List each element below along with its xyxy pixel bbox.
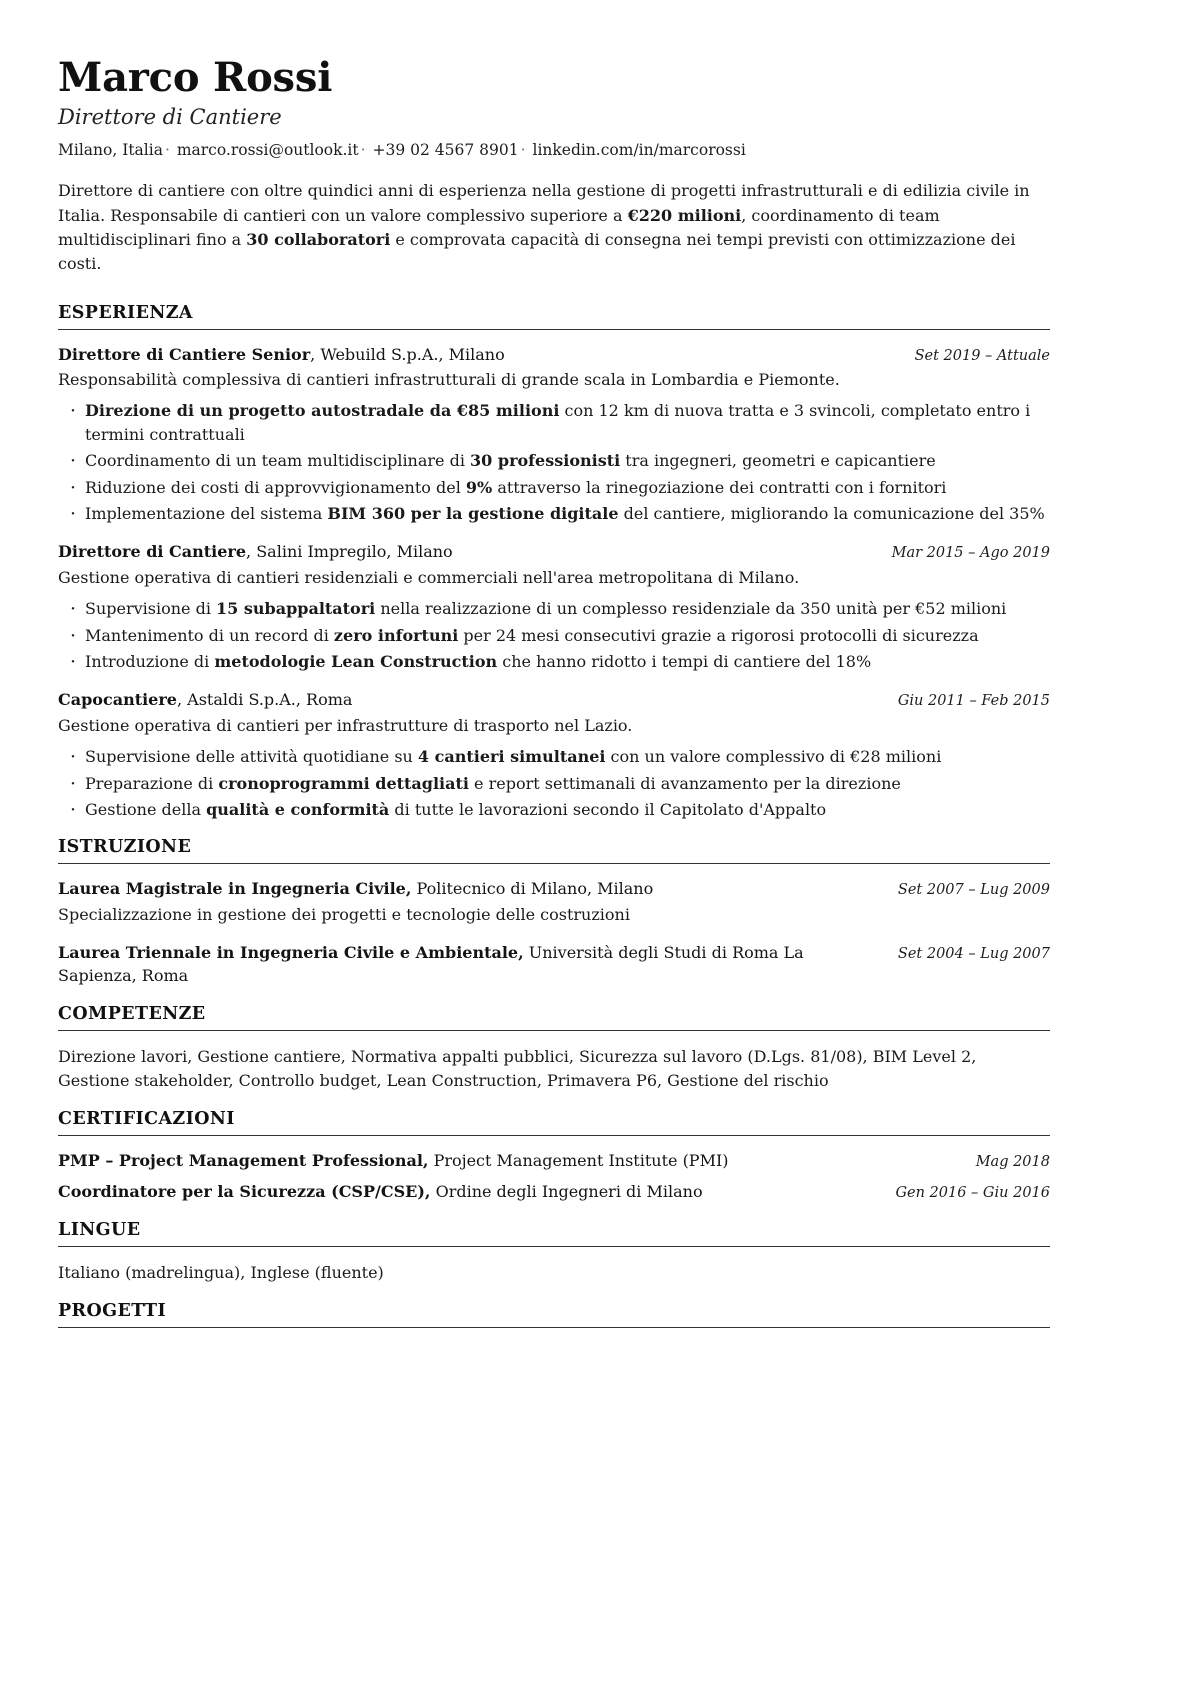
experience-bullet (58, 597, 1050, 620)
section-projects (58, 1301, 1050, 1328)
bullet-text-post: del cantiere, migliorando la comunicazione del 35% (618, 503, 1045, 523)
certification-issuer: Ordine degli Ingegneri di Milano (430, 1182, 703, 1202)
experience-role: Direttore di Cantiere (58, 542, 247, 562)
summary-text-1: Direttore di cantiere con oltre quindici anni di esperienza nella gestione di progetti infrastrutturali e di edilizia civile in Italia. Responsabile di cantieri con un valore complessivo superiore a (58, 181, 1030, 225)
contact-line (58, 140, 1050, 161)
summary-highlight-team: 30 collaboratori (246, 229, 391, 249)
experience-bullet (58, 650, 1050, 673)
experience-entry (58, 541, 1050, 673)
section-divider-skills (58, 1030, 1050, 1031)
experience-entry (58, 689, 1050, 821)
education-institution: Politecnico di Milano, Milano (411, 879, 654, 899)
section-experience (58, 303, 1050, 822)
bullet-text-post: per 24 mesi consecutivi grazie a rigorosi protocolli di sicurezza (458, 625, 979, 645)
experience-entry-title (58, 344, 895, 367)
education-entry (58, 942, 1050, 987)
bullet-text-pre: Preparazione di (85, 773, 219, 793)
experience-company: , Webuild S.p.A., Milano (310, 344, 505, 364)
contact-separator-3: · (520, 141, 526, 160)
certification-entry (58, 1181, 1050, 1204)
education-institution: Università degli Studi di Roma La Sapienza, Roma (58, 943, 804, 985)
contact-location: Milano, Italia (58, 141, 163, 160)
education-date: Set 2007 – Lug 2009 (897, 882, 1050, 899)
contact-separator-1: · (164, 141, 170, 160)
experience-description: Responsabilità complessiva di cantieri infrastrutturali di grande scala in Lombardia e Piemonte. (58, 370, 840, 390)
certification-entry (58, 1150, 1050, 1173)
contact-linkedin[interactable]: linkedin.com/in/marcorossi (532, 141, 746, 160)
experience-entry-header (58, 689, 1050, 712)
bullet-text-post: e report settimanali di avanzamento per la direzione (468, 773, 901, 793)
section-skills (58, 1004, 1050, 1093)
section-title-certifications: CERTIFICAZIONI (58, 1108, 235, 1129)
professional-summary (58, 179, 1050, 276)
experience-entry-header (58, 541, 1050, 564)
certification-entry-title (58, 1181, 875, 1204)
bullet-text-post: nella realizzazione di un complesso residenziale da 350 unità per €52 milioni (375, 599, 1007, 619)
bullet-text-post: di tutte le lavorazioni secondo il Capitolato d'Appalto (389, 799, 827, 819)
bullet-text-post: con 12 km di nuova tratta e 3 svincoli, completato entro i termini contrattuali (85, 401, 1031, 444)
resume-content (58, 56, 1050, 1328)
bullet-text-pre: Supervisione delle attività quotidiane su (85, 747, 418, 767)
experience-date: Set 2019 – Attuale (914, 347, 1050, 364)
section-title-experience: ESPERIENZA (58, 302, 193, 323)
experience-bullet-list (58, 745, 1050, 821)
bullet-text-pre: Gestione della (85, 799, 207, 819)
skills-list: Direzione lavori, Gestione cantiere, Normativa appalti pubblici, Sicurezza sul lavoro (D.Lgs. 81/08), BIM Level 2, Gestione stakeholder, Controllo budget, Lean Construction, Primavera P6, Gestione del rischio (58, 1046, 977, 1090)
experience-description: Gestione operativa di cantieri residenziali e commerciali nell'area metropolitana di Milano. (58, 567, 800, 587)
certification-issuer: Project Management Institute (PMI) (428, 1150, 729, 1170)
section-divider-experience (58, 329, 1050, 330)
experience-bullet-list (58, 399, 1050, 525)
bullet-text-bold: qualità e conformità (206, 799, 390, 819)
education-entry-header (58, 878, 1050, 901)
bullet-text-bold: Direzione di un progetto autostradale da €85 milioni (85, 401, 560, 421)
contact-phone[interactable]: +39 02 4567 8901 (372, 141, 519, 160)
candidate-name: Marco Rossi (58, 54, 333, 101)
bullet-text-post: con un valore complessivo di €28 milioni (605, 747, 942, 767)
certification-name: PMP – Project Management Professional, (58, 1150, 429, 1170)
education-description: Specializzazione in gestione dei progetti e tecnologie delle costruzioni (58, 904, 630, 924)
section-divider-education (58, 863, 1050, 864)
bullet-text-pre: Introduzione di (85, 651, 215, 671)
bullet-text-bold: 15 subappaltatori (216, 599, 376, 619)
section-title-projects: PROGETTI (58, 1301, 167, 1321)
bullet-text-post: attraverso la rinegoziazione dei contratti con i fornitori (492, 477, 947, 497)
experience-description: Gestione operativa di cantieri per infrastrutture di trasporto nel Lazio. (58, 715, 633, 735)
experience-bullet (58, 798, 1050, 821)
experience-bullet (58, 502, 1050, 525)
experience-role: Direttore di Cantiere Senior (58, 344, 311, 364)
experience-bullet (58, 624, 1050, 647)
certification-date: Mag 2018 (975, 1153, 1050, 1170)
bullet-text-bold: 4 cantieri simultanei (417, 747, 606, 767)
experience-bullet-list (58, 597, 1050, 673)
bullet-text-pre: Mantenimento di un record di (85, 625, 334, 645)
experience-bullet (58, 449, 1050, 472)
bullet-text-bold: cronoprogrammi dettagliati (218, 773, 469, 793)
certification-entry-title (58, 1150, 956, 1173)
bullet-text-pre: Riduzione dei costi di approvvigionamento del (85, 477, 466, 497)
experience-entry-header (58, 344, 1050, 367)
experience-company: , Astaldi S.p.A., Roma (176, 690, 353, 710)
section-title-languages: LINGUE (58, 1220, 141, 1240)
bullet-text-bold: 30 professionisti (470, 451, 621, 471)
certification-entry-header (58, 1181, 1050, 1204)
education-entry (58, 878, 1050, 926)
experience-role: Capocantiere (58, 690, 177, 710)
summary-text-2: , coordinamento di team multidisciplinari fino a (58, 205, 940, 249)
education-date: Set 2004 – Lug 2007 (897, 946, 1050, 963)
certification-date: Gen 2016 – Giu 2016 (895, 1185, 1050, 1202)
education-degree: Laurea Magistrale in Ingegneria Civile, (58, 879, 412, 899)
summary-text-3: e comprovata capacità di consegna nei tempi previsti con ottimizzazione dei costi. (58, 229, 1016, 274)
experience-bullet (58, 476, 1050, 499)
experience-date: Giu 2011 – Feb 2015 (897, 693, 1050, 710)
section-divider-projects (58, 1327, 1050, 1328)
experience-bullet (58, 745, 1050, 768)
bullet-text-post: che hanno ridotto i tempi di cantiere del 18% (497, 651, 872, 671)
experience-bullet (58, 772, 1050, 795)
experience-date: Mar 2015 – Ago 2019 (891, 545, 1050, 562)
contact-email[interactable]: marco.rossi@outlook.it (176, 141, 359, 160)
section-certifications (58, 1109, 1050, 1204)
section-divider-languages (58, 1246, 1050, 1247)
section-languages (58, 1220, 1050, 1285)
resume-header (58, 56, 1050, 161)
experience-bullet (58, 399, 1050, 446)
section-title-education: ISTRUZIONE (58, 837, 192, 858)
certification-entry-header (58, 1150, 1050, 1173)
experience-entry (58, 344, 1050, 526)
experience-entry-title (58, 541, 872, 564)
certification-name: Coordinatore per la Sicurezza (CSP/CSE), (58, 1182, 431, 1202)
bullet-text-bold: 9% (465, 477, 493, 497)
education-entry-title (58, 878, 878, 901)
bullet-text-bold: BIM 360 per la gestione digitale (327, 503, 619, 523)
bullet-text-pre: Coordinamento di un team multidisciplinare di (85, 451, 471, 471)
education-degree: Laurea Triennale in Ingegneria Civile e Ambientale, (58, 943, 524, 963)
languages-list: Italiano (madrelingua), Inglese (fluente) (58, 1263, 384, 1282)
bullet-text-pre: Implementazione del sistema (85, 503, 328, 523)
contact-separator-2: · (360, 141, 366, 160)
section-divider-certifications (58, 1135, 1050, 1136)
bullet-text-post: tra ingegneri, geometri e capicantiere (620, 451, 936, 471)
bullet-text-pre: Supervisione di (85, 599, 217, 619)
summary-highlight-budget: €220 milioni (627, 205, 742, 225)
education-entry-title (58, 942, 878, 987)
candidate-job-title: Direttore di Cantiere (58, 105, 282, 130)
section-education (58, 837, 1050, 987)
experience-company: , Salini Impregilo, Milano (246, 542, 453, 562)
bullet-text-bold: zero infortuni (333, 625, 459, 645)
bullet-text-bold: metodologie Lean Construction (214, 651, 498, 671)
education-entry-header (58, 942, 1050, 987)
section-title-skills: COMPETENZE (58, 1003, 206, 1024)
experience-entry-title (58, 689, 878, 712)
